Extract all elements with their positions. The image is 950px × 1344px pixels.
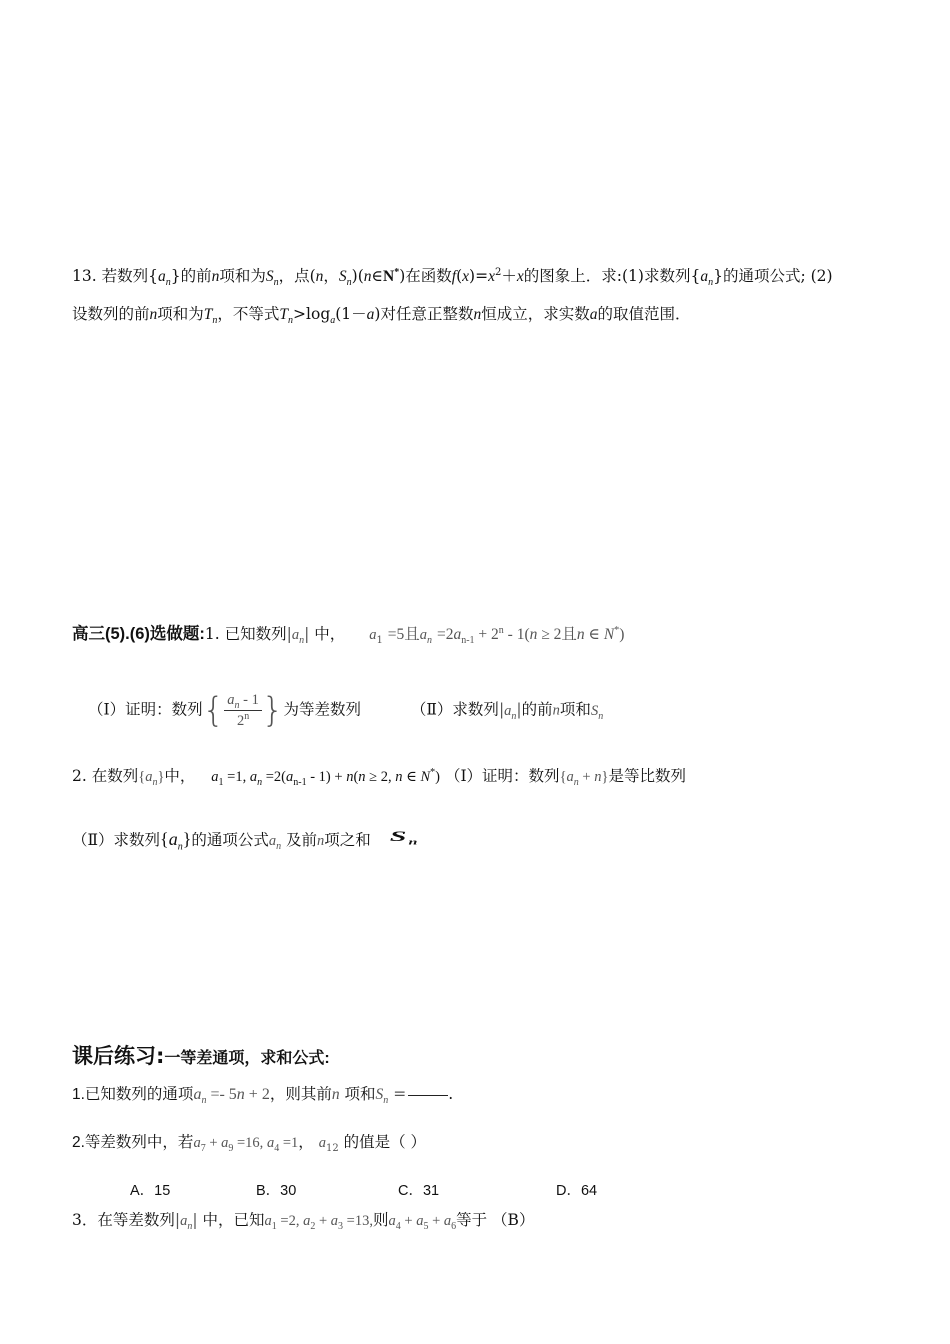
answer-blank	[408, 1095, 448, 1096]
problem-13-line-1: 13. 若数列$\{a_n\}$的前n项和为$S_n$，点(n，$S_n)(n\in N^*)$在函数$f(x)=x^2+x$的图象上．求:(1)求数列$\{a_n\}$的通项公式; (2)	[72, 266, 833, 289]
elective-heading: 高三(5).(6)选做题:	[72, 625, 205, 643]
homework-q1: 1.已知数列的通项$a_n =- 5n + 2$，则其前n 项和$S_n$ = .	[72, 1085, 454, 1107]
option-a: A．15	[130, 1183, 171, 1199]
option-c: C．31	[398, 1183, 440, 1199]
elective-q2-line: 2. 在数列$\{a_n\}$中， $a_1 =1$, $a_n =2(a_{n-1} - 1) + n(n \ge 2$, n ∈ N*) （Ⅰ）证明：数列$\{a_n + n\}$是等比数列	[72, 767, 686, 788]
elective-q1-line: 高三(5).(6)选做题:1. 已知数列$|a_n|$ 中， $a_1 =5$且$a_n =2a_{n-1} + 2^n - 1(n \ge 2$且n ∈ N*)	[72, 624, 625, 647]
homework-q3: 3．在等差数列$|a_n|$ 中，已知$a_1 =2$, $a_2 + a_3 =13$,则$a_4 + a_5 + a_6$等于 （B）	[72, 1211, 535, 1232]
homework-q2-options	[130, 1181, 597, 1201]
homework-heading: 课后练习:一等差通项，求和公式:	[72, 1044, 330, 1068]
option-d: D．64	[556, 1183, 598, 1199]
fraction-an-minus-1-over-2n: $\frac{a_n - 1}{2^n}$	[224, 690, 262, 731]
homework-q2: 2.等差数列中，若$a_7 + a_9 =16$, $a_4 =1$， $a_{12}$ 的值是（ ）	[72, 1133, 427, 1155]
option-b: B．30	[256, 1183, 297, 1199]
sn-symbol: $S_n$	[389, 828, 420, 847]
elective-q1-parts: （Ⅰ）证明：数列{ $\frac{a_n - 1}{2^n}$ }为等差数列 （Ⅱ）求数列$|a_n|$的前n项和$S_n$	[88, 690, 604, 731]
problem-13-line-2: 设数列的前n项和为$T_n$，不等式$T_n>\log_a(1-a)$对任意正整数n恒成立，求实数a的取值范围．	[72, 305, 691, 327]
elective-q2-part2: （Ⅱ）求数列$\{a_n\}$的通项公式$a_n$ 及前n项之和 $S_n$	[72, 828, 420, 853]
